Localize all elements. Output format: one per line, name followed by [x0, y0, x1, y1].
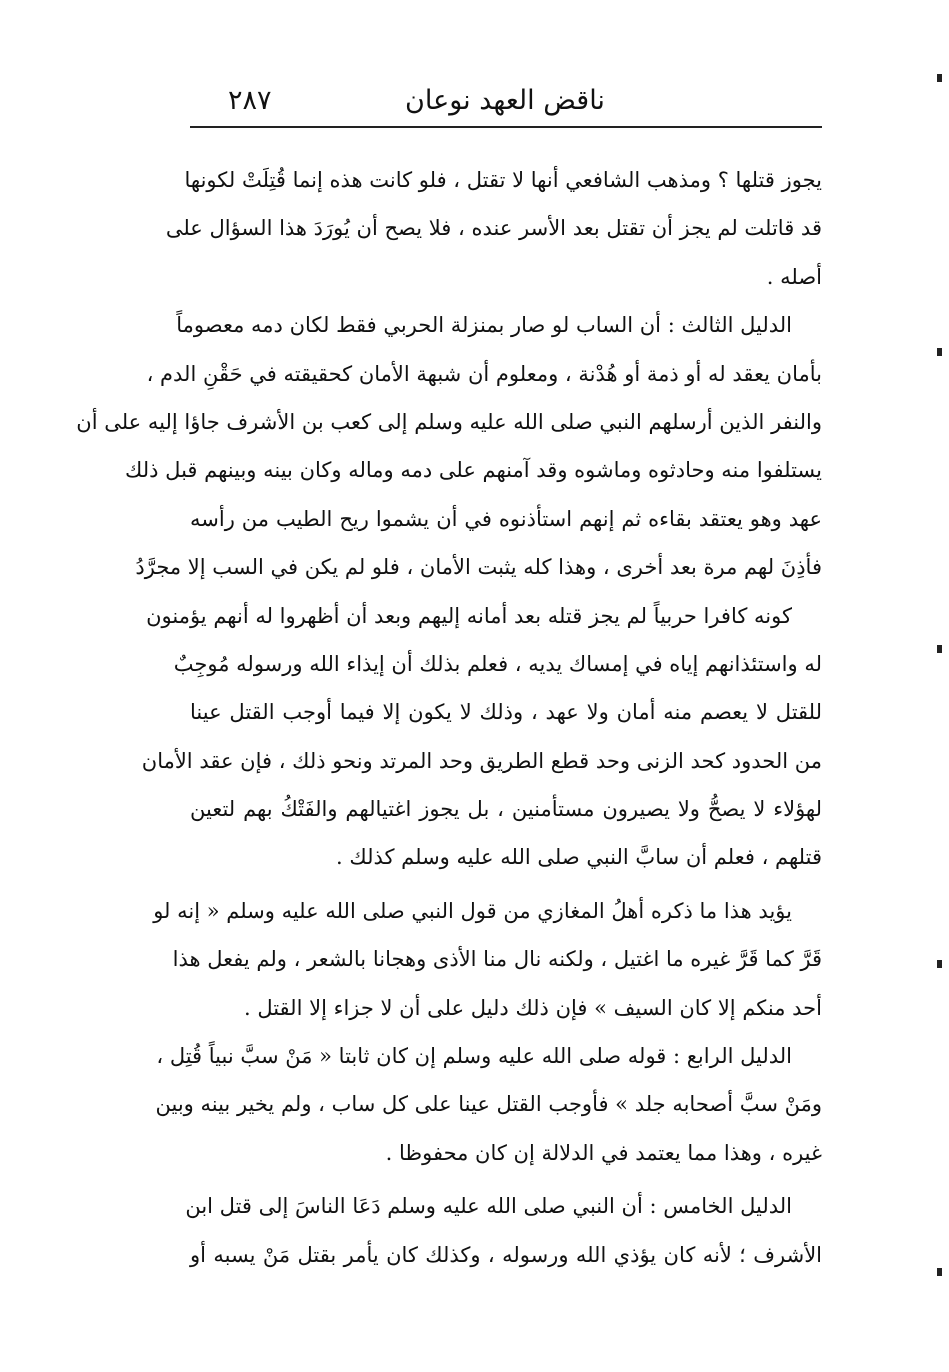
text-line: الدليل الثالث : أن الساب لو صار بمنزلة الحربي فقط لكان دمه معصوماً [176, 313, 792, 338]
text-line: الأشرف ؛ لأنه كان يؤذي الله ورسوله ، وكذلك كان يأمر بقتل مَنْ يسبه أو [190, 1242, 822, 1267]
text-line: والنفر الذين أرسلهم النبي صلى الله عليه وسلم إلى كعب بن الأشرف جاؤا إليه على أن [76, 409, 822, 434]
text-line: غيره ، وهذا مما يعتمد في الدلالة إن كان محفوظا . [385, 1140, 822, 1165]
margin-mark [937, 645, 942, 653]
text-line: قتلهم ، فعلم أن سابَّ النبي صلى الله عليه وسلم كذلك . [336, 845, 822, 870]
text-line: قَرَّ كما قَرَّ غيره ما اغتيل ، ولكنه نال منا الأذى وهجانا بالشعر ، ولم يفعل هذا [172, 947, 822, 972]
running-title: ناقض العهد نوعان [405, 85, 605, 116]
margin-mark [937, 1268, 942, 1276]
text-line: للقتل لا يعصم منه أمان ولا عهد ، وذلك لا يكون إلا فيما أوجب القتل عينا [190, 700, 822, 725]
text-line: أحد منكم إلا كان السيف » فإن ذلك دليل على أن لا جزاء إلا القتل . [243, 995, 822, 1020]
text-line: لهؤلاء لا يصحُّ ولا يصيرون مستأمنين ، بل يجوز اغتيالهم والفَتْكُ بهم لتعين [190, 797, 822, 822]
text-line: يجوز قتلها ؟ ومذهب الشافعي أنها لا تقتل ، فلو كانت هذه إنما قُتِلَتْ لكونها [184, 168, 822, 192]
text-line: بأمان يعقد له أو ذمة أو هُدْنة ، ومعلوم أن شبهة الأمان كحقيقته في حَقْنِ الدم ، [146, 361, 822, 386]
text-line: الدليل الخامس : أن النبي صلى الله عليه وسلم دَعَا الناسَ إلى قتل ابن [185, 1194, 792, 1219]
text-line: فأذِنَ لهم مرة بعد أخرى ، وهذا كله يثبت الأمان ، فلو لم يكن في السب إلا مجرَّدُ [135, 555, 822, 580]
margin-mark [937, 960, 942, 968]
text-line: كونه كافرا حربياً لم يجز قتله بعد أمانه إليهم وبعد أن أظهروا له أنهم يؤمنون [146, 603, 792, 628]
text-line: الدليل الرابع : قوله صلى الله عليه وسلم إن كان ثابتا « مَنْ سبَّ نبياً قُتِل ، [156, 1044, 792, 1069]
text-line: عهد وهو يعتقد بقاءه ثم إنهم استأذنوه في أن يشموا ريح الطيب من رأسه [190, 506, 822, 531]
margin-mark [937, 74, 942, 82]
text-line: ومَنْ سبَّ أصحابه جلد » فأوجب القتل عينا على كل ساب ، ولم يخير بينه وبين [155, 1092, 822, 1117]
text-line: قد قاتلت لم يجز أن تقتل بعد الأسر عنده ، فلا يصح أن يُورَدَ هذا السؤال على [165, 216, 822, 241]
text-line: يؤيد هذا ما ذكره أهلُ المغازي من قول النبي صلى الله عليه وسلم « إنه لو [153, 898, 792, 923]
header-rule [190, 126, 822, 128]
text-line: من الحدود كحد الزنى وحد قطع الطريق وحد المرتد ونحو ذلك ، فإن عقد الأمان [141, 748, 822, 773]
text-line: أصله . [766, 264, 822, 289]
page-header [190, 80, 820, 124]
margin-mark [937, 348, 942, 356]
page-number: ٢٨٧ [228, 85, 272, 116]
body-text [76, 156, 822, 1279]
text-line: له واستئذانهم إياه في إمساك يديه ، فعلم بذلك أن إيذاء الله ورسوله مُوجِبٌ [173, 651, 822, 676]
text-line: يستلفوا منه وحادثوه وماشوه وقد آمنهم على دمه وماله وكان بينه وبينهم قبل ذلك [125, 458, 822, 483]
